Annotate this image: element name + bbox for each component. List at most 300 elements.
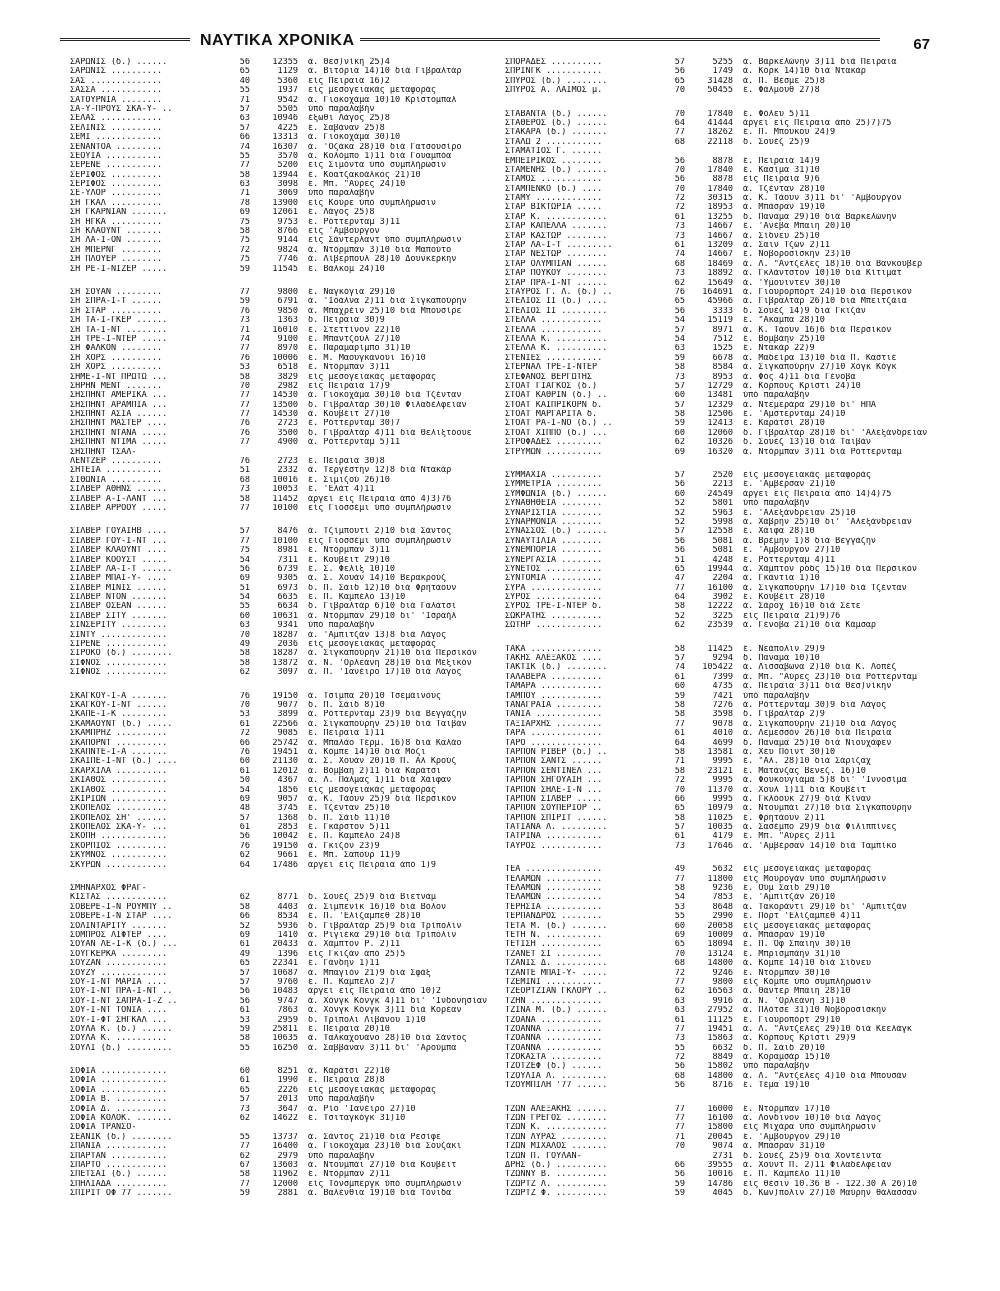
tonnage: 13900 [272,198,298,208]
ship-entry [505,307,935,316]
tonnage: 13944 [272,170,298,180]
ship-entry [70,96,490,105]
tonnage: 2013 [277,1095,298,1105]
build-year: 57 [239,977,250,987]
ship-status: ά. Ντόρμπαν 29)10 δι' 'Ισραήλ [308,611,457,621]
ship-name: ΣΚΙΑΘΟΣ ........... [70,776,168,786]
ship-entry [505,814,935,823]
tonnage: 4225 [277,123,298,133]
ship-entry [505,438,935,447]
ship-name: ΣΟΒΕΡΕ-Ι-Ν ΡΟΥΜΠΥ .. [70,902,173,912]
ship-entry [505,903,935,912]
ship-group [505,58,935,96]
tonnage: 16563 [707,987,733,997]
header-rule-right [360,38,880,41]
ship-name: ΣΚΟΠΕΛΟΣ .......... [70,804,168,814]
tonnage: 8476 [277,527,298,537]
ship-status: ά. Κόμπε 14)10 διά Σίδνεϋ [743,959,871,969]
ship-status: ἔ. Τζένταν 25)10 [308,804,390,814]
ship-entry [505,786,935,795]
ship-status: ἔ. Πειραιᾶ 20)10 [308,1024,390,1034]
build-year: 77 [239,287,250,297]
ship-name: ΣΗΤΕΙΑ ........... [70,466,163,476]
ship-status: ἔ. Μ. Μαουγκανούϊ 16)10 [308,353,426,363]
tonnage: 8251 [277,1067,298,1077]
ship-name: ΣΥΝΤΟΜΙΑ .......... [505,574,603,584]
ship-entry [505,363,935,372]
ship-name: ΣΤΡΟΦΑΔΕΣ ......... [505,438,603,448]
ship-name: ΤΑΛΑΒΕΡΑ .......... [505,672,603,682]
ship-status: ά. Γκλόουκ 27)9 διά Κίναν [743,794,871,804]
build-year: 53 [239,1015,250,1025]
tonnage: 9078 [712,719,733,729]
tonnage: 20058 [707,921,733,931]
ship-entry [70,602,490,611]
tonnage: 5963 [712,508,733,518]
tonnage: 13872 [272,658,298,668]
build-year: 68 [674,1071,685,1081]
tonnage: 10326 [707,438,733,448]
ship-entry [505,166,935,175]
ship-status: εἰς Πειραιᾶ 9)6 [743,175,820,185]
ship-status: δ. Παναμᾶ 25)10 διά Νιουχάφεν [743,738,892,748]
tonnage: 10035 [707,823,733,833]
ship-name: ΣΗ ΚΛΑΟΥΝΤ ....... [70,227,163,237]
tonnage: 10053 [272,485,298,495]
ship-status: ά. Σιγκαπούρην 27)10 Χόγκ Κόγκ [743,363,897,373]
ship-name: ΤΑΡΠΟΝ ΣΕΝΤΙΝΕΛ ... [505,766,603,776]
ship-status: ά. Χοϋλ 1)11 διά Κουβέϊτ [743,785,866,795]
tonnage: 1525 [712,344,733,354]
build-year: 62 [674,438,685,448]
build-year: 52 [674,499,685,509]
ship-status: εἰς μεσογειακάς μεταφοράς [308,1085,436,1095]
build-year: 59 [239,297,250,307]
build-year: 70 [674,86,685,96]
ship-entry [70,668,490,677]
ship-group [70,884,490,1053]
tonnage: 18094 [707,940,733,950]
tonnage: 13255 [707,212,733,222]
ship-entry [70,621,490,630]
ship-name: ΣΠΑΡΤΟ ............ [70,1160,168,1170]
build-year: 57 [674,823,685,833]
build-year: 73 [239,1104,250,1114]
tonnage: 15119 [707,316,733,326]
ship-status: ά. Τεργέστην 12)8 διά Ντακάρ [308,466,452,476]
ship-name: ΣΤΑΒΑΝΤΑ (δ.) ...... [505,109,608,119]
ship-status: δ. Γιβραλτάρ 28)10 δι' 'Αλεξάνδρειαν [743,428,928,438]
ship-name: ΤΖΕΜΙΝΙ ........... [505,977,603,987]
ship-entry [70,692,490,701]
ship-status: ά. Μπαχρέϊν 25)10 διά Μπουσίρε [308,306,462,316]
build-year: 61 [674,729,685,739]
ship-name: ΣΤΑΥΡΟΣ Γ. Λ. (δ.) .. [505,287,613,297]
build-year: 72 [674,203,685,213]
ship-entry [505,157,935,166]
ship-name: ΤΖΟΑΝΝΑ ........... [505,1024,603,1034]
ship-name: ΣΤΑΡ ΛΑ-Ι-Τ ......... [505,241,613,251]
ship-entry [505,471,935,480]
ship-status: ἔ. Ντόρμπαν 3)11 [308,546,390,556]
tonnage: 31428 [707,76,733,86]
ship-name: ΣΗ ΣΤΑΡ .......... [70,306,163,316]
build-year: 77 [239,400,250,410]
ship-status: ύπό παραλαβήν [308,1095,375,1105]
ship-entry [505,875,935,884]
ship-name: ΤΖΑΝΙΣ Δ. .......... [505,959,608,969]
tonnage: 8878 [712,156,733,166]
ship-entry [505,832,935,841]
ship-entry [505,499,935,508]
ship-name: ΤΑΡΟ .............. [505,738,603,748]
ship-status: ά. Καράτσι 22)10 [308,1067,390,1077]
ship-name: ΣΠΕΤΣΑΙ (δ.) ...... [70,1170,168,1180]
build-year: 54 [239,593,250,603]
build-year: 57 [674,471,685,481]
tonnage: 14530 [272,391,298,401]
build-year: 70 [239,381,250,391]
tonnage: 9236 [712,884,733,894]
build-year: 73 [239,485,250,495]
ship-name: ΣΕΛΑΣ ............ [70,114,163,124]
tonnage: 18892 [707,269,733,279]
tonnage: 3225 [712,611,733,621]
ship-entry [505,1189,935,1198]
ship-entry [70,152,490,161]
tonnage: 10100 [272,536,298,546]
ship-status: ἔ. Γάνδην 1)11 [308,959,380,969]
ship-status: ά. Κ. Τάουν 16)6 διά Περσικόν [743,325,892,335]
ship-entry [70,959,490,968]
tonnage: 12000 [272,1179,298,1189]
ship-name: ΣΤΑΡ ΠΟΥΚΟΥ ........ [505,269,608,279]
ship-name: ΣΥΡΑ .............. [505,583,603,593]
build-year: 70 [239,630,250,640]
build-year: 60 [239,1067,250,1077]
tonnage: 15649 [707,278,733,288]
ship-name: ΤΖΟΤΖΕΦ (δ.) ...... [505,1062,603,1072]
ship-name: ΣΤΕΦΑΝΟΣ ΒΕΡΓΩΤΗΣ [505,372,592,382]
ship-name: ΤΖΙΝΑ Μ. (δ.) ...... [505,1006,608,1016]
build-year: 61 [674,212,685,222]
tonnage: 9760 [277,977,298,987]
build-year: 58 [674,410,685,420]
tonnage: 9995 [712,794,733,804]
ship-entry [70,546,490,555]
ship-name: ΣΗ ΓΚΑΛ .......... [70,198,163,208]
tonnage: 9057 [277,794,298,804]
ship-status: ά. Ντόρμπαν 3)11 διά Ρόττερνταμ [743,447,902,457]
ship-entry [70,124,490,133]
ship-entry [505,1180,935,1189]
tonnage: 5998 [712,517,733,527]
build-year: 70 [674,184,685,194]
tonnage: 19150 [272,691,298,701]
ship-entry [70,912,490,921]
ship-entry [70,373,490,382]
ship-status: ά. Σασέμπο 29)9 διά Φιλιππίνες [743,823,897,833]
ship-status: ά. Ρόττερνταμ 30)9 διά Λάγος [743,701,887,710]
build-year: 60 [674,682,685,692]
build-year: 77 [239,1179,250,1189]
ship-entry [505,729,935,738]
ship-name: ΣΙΝΤΥ ............. [70,630,168,640]
tonnage: 11125 [707,1015,733,1025]
ship-status: ἔ. Καράτσι 28)10 [743,419,825,429]
build-year: 74 [239,142,250,152]
ship-entry [505,241,935,250]
ship-entry [70,504,490,513]
build-year: 57 [239,104,250,114]
tonnage: 10006 [272,353,298,363]
ship-entry [70,1044,490,1053]
ship-entry [70,997,490,1006]
ship-status: ά. Κολόμπο 1)11 διά Γουαμπόα [308,151,452,161]
ship-name: ΣΗΣΠΗΝΤ ΑΡΑΜΠΙΑ ... [70,400,168,410]
ship-status: εἰς Σάντερλαντ ύπό συμπλήρωσιν [308,236,462,246]
build-year: 61 [239,719,250,729]
ship-name: ΣΕΟΥΙΑ ........... [70,151,163,161]
build-year: 56 [674,1081,685,1091]
tonnage: 12060 [707,428,733,438]
ship-name: ΛΕΝΤΖΕΡ .......... [70,457,163,467]
ship-entry [505,213,935,222]
build-year: 54 [674,893,685,903]
ship-entry [505,621,935,630]
ship-entry [505,1062,935,1071]
ship-entry [505,842,935,851]
build-year: 72 [674,968,685,978]
tonnage: 2204 [712,574,733,584]
ship-name: ΤΖΟΥΜΠΙΛΗ '77 ...... [505,1081,608,1091]
tonnage: 16000 [707,1104,733,1114]
tonnage: 17840 [707,165,733,175]
ship-entry [505,527,935,536]
header-rule-left [60,38,190,41]
ship-name: ΣΠΗΛΙΑΔΑ .......... [70,1179,168,1189]
ship-status: ά. 'Αμβέρσαν 14)10 διά Ταμπίκο [743,841,897,851]
ship-name: ΣΥΜΜΕΤΡΙΑ ......... [505,480,603,490]
build-year: 58 [239,494,250,504]
ship-status: ἔ. Ναγκόγια 29)10 [308,287,395,297]
ship-entry [70,218,490,227]
ship-status: ἔ. Κασίμα 31)10 [743,165,820,175]
build-year: 58 [674,602,685,612]
tonnage: 10635 [272,1034,298,1044]
ship-status: ά. Σ. Χουάν 14)10 Βερακρούζ [308,574,447,584]
ship-name: ΣΥΝΕΡΓΑΣΙΑ ........ [505,555,603,565]
ship-name: ΣΥΝΑΡΙΣΤΙΑ ........ [505,508,603,518]
ship-status: ἔ. Μπ. "Αύρες 2)11 [743,832,836,842]
ship-name: ΤΕΑ ............... [505,865,603,875]
ship-name: ΣΙΝΣΕΡΙΤΥ ......... [70,621,168,631]
build-year: 76 [239,419,250,429]
ship-name: ΣΙΛΒΕΡ ΚΛΑΟΥΝΤ .... [70,546,168,556]
tonnage: 12506 [707,410,733,420]
ship-status: δ. Γιβραλτάρ 30)10 Φιλαδέλφειαν [308,400,467,410]
ship-status: ἔ. Νεάπολιν 29)9 [743,644,825,654]
ship-entry [505,194,935,203]
build-year: 71 [674,757,685,767]
ship-entry [70,1086,490,1095]
ship-entry [70,429,490,438]
ship-status: ά. Γιοκοχάμα 23)10 διά Σουζάκι [308,1142,462,1152]
ship-name: ΣΟΦΙΑ Β. .......... [70,1095,168,1105]
ship-name: ΣΙΘΩΝΙΑ .......... [70,475,163,485]
ship-entry [505,1142,935,1151]
build-year: 49 [239,949,250,959]
tonnage: 18287 [272,630,298,640]
ship-entry [505,950,935,959]
ship-entry [505,565,935,574]
ship-entry [505,1123,935,1132]
build-year: 64 [239,860,250,870]
ship-entry [505,1133,935,1142]
build-year: 75 [239,255,250,265]
tonnage: 13313 [272,133,298,143]
ship-name: ΣΤΑΜΥ ............. [505,194,603,204]
ship-name: ΤΑΡΠΟΝ ΣΙΛΒΕΡ ..... [505,794,603,804]
ship-status: ἔ. Βάλκομ 24)10 [308,264,385,274]
build-year: 77 [239,161,250,171]
ship-entry [70,199,490,208]
ship-status: ἔ. Φόλεϋ 5)11 [743,109,810,119]
tonnage: 11800 [707,874,733,884]
build-year: 77 [674,1104,685,1114]
ship-name: ΣΤΑΡ ΟΛΥΜΠΙΑΝ ...... [505,259,608,269]
ship-entry [505,110,935,119]
ship-name: ΣΥΜΜΑΧΙΑ .......... [505,471,603,481]
tonnage: 16010 [272,325,298,335]
ship-status: ά. Κόμπε 14)10 διά Μόζι [308,747,426,757]
build-year: 71 [239,95,250,105]
ship-entry [70,297,490,306]
ship-status: εἰς Πειραιᾶ 21)9)76 [743,611,841,621]
ship-entry [505,978,935,987]
ship-name: ΣΟΥΑΝ ΛΕ-Ι-Κ (δ.) ... [70,940,178,950]
ship-entry [70,903,490,912]
tonnage: 39555 [707,1160,733,1170]
tonnage: 9074 [712,1142,733,1152]
ship-name: ΤΖΟΥΛΙΑ Λ. ......... [505,1071,608,1081]
ship-entry [505,602,935,611]
ship-name: ΔΡΗΣ (δ.) .......... [505,1160,608,1170]
tonnage: 14622 [272,1114,298,1124]
ship-status: ά. Χέϋ Πόϊντ 30)10 [743,747,836,757]
ship-status: εἰς Γιοσσέμι ύπό συμπλήρωσιν [308,536,452,546]
ship-status: ά. Τζίμπουτί 2)10 διά Σάντος [308,527,452,537]
build-year: 59 [239,1024,250,1034]
build-year: 56 [674,175,685,185]
ship-name: ΣΥΡΟΣ ............. [505,593,603,603]
tonnage: 1990 [277,1076,298,1086]
ship-status: ά. Λίβερπουλ 28)10 Δουνκέρκην [308,255,457,265]
ship-entry [505,1053,935,1062]
ship-entry [70,823,490,832]
ship-name: ΤΕΛΑΜΩΝ ........... [505,884,603,894]
ship-entry [505,1016,935,1025]
ship-name: ΣΥΡΟΣ ΤΡΕ-Ι-ΝΤΕΡ δ. [505,602,603,612]
tonnage: 8849 [712,1053,733,1063]
tonnage: 2213 [712,480,733,490]
build-year: 57 [674,527,685,537]
ship-name: ΤΑΝΙΑ ............. [505,710,603,720]
tonnage: 7276 [712,701,733,710]
ship-entry [70,354,490,363]
tonnage: 12061 [272,208,298,218]
ship-name: ΣΚΙΡΙΩΝ ........... [70,794,168,804]
ship-entry [70,161,490,170]
ship-name: ΣΗΡΗΝ ΜΕΝΤ ....... [70,381,163,391]
ship-name: ΤΑΡΠΟΝ ΣΗΓΟΥΑΙΗ ... [505,776,603,786]
ship-entry [70,884,490,893]
tonnage: 2332 [277,466,298,476]
ship-status: ἔ. Νοβοροσίσκην 23)10 [743,250,851,260]
build-year: 59 [239,264,250,274]
ship-status: ἔ. Σιμιζού 26)10 [308,475,390,485]
ship-status: ά. Ν. 'Ορλεάνη 31)10 [743,996,846,1006]
ship-status: δ. Γιβραλτάρ 2)9 [743,710,825,720]
ship-entry [70,776,490,785]
ship-entry [70,527,490,536]
ship-status: ά. Γιοκοχάμα 30)10 [308,133,401,143]
build-year: 77 [674,128,685,138]
build-year: 58 [239,1034,250,1044]
tonnage: 8584 [712,363,733,373]
tonnage: 18262 [707,128,733,138]
tonnage: 2990 [712,912,733,922]
ship-entry [70,457,490,466]
ship-status: ἔ. Πειραιᾶ 14)9 [743,156,820,166]
ship-entry [505,893,935,902]
ship-status: ἔ. "Αλ. 28)10 διά Σάριζαχ [743,757,871,767]
ship-name: ΤΖΟΑΝΝΑ ........... [505,1043,603,1053]
build-year: 60 [239,611,250,621]
ship-entry [505,344,935,353]
build-year: 63 [674,996,685,1006]
tonnage: 11370 [707,785,733,795]
ship-status: ἔ. Παραμαρίμπο 31)10 [308,344,411,354]
ship-name: ΣΥΝΑΣΣΟΣ (δ.) ...... [505,527,608,537]
ship-entry [505,1072,935,1081]
ship-status: ἔ. Ντόρμπαν 3)11 [308,363,390,373]
ship-entry [70,631,490,640]
build-year: 69 [239,794,250,804]
build-year: 47 [674,574,685,584]
tonnage: 2723 [277,419,298,429]
ship-group [70,58,490,274]
ship-status: ά. Κ. Τάουν 25)9 διά Περσικόν [308,794,457,804]
tonnage: 16100 [707,583,733,593]
build-year: 77 [239,410,250,420]
tonnage: 50455 [707,86,733,96]
ship-entry [70,495,490,504]
ship-entry [505,509,935,518]
ship-entry [505,279,935,288]
ship-name: ΣΤΕΛΙΟΣ ΙΙ (δ.) .... [505,297,608,307]
build-year: 50 [239,776,250,786]
tonnage: 19451 [707,1024,733,1034]
ship-status: ά. Γιουρορπόρτ 24)10 διά Περσικόν [743,287,912,297]
ship-status: ἔ. Ματάνζας Βενεζ. 16)10 [743,766,866,776]
ship-name: ΣΙΡΕΝΕ ............ [70,640,168,650]
ship-status: ά. Σαββάναν 3)11 δι' 'Αρούμπα [308,1043,457,1053]
tonnage: 1396 [277,949,298,959]
ship-status: ἔ. Τέμα 19)10 [743,1081,810,1091]
ship-status: ύπό παραλαβήν [308,621,375,631]
ship-entry [505,757,935,766]
